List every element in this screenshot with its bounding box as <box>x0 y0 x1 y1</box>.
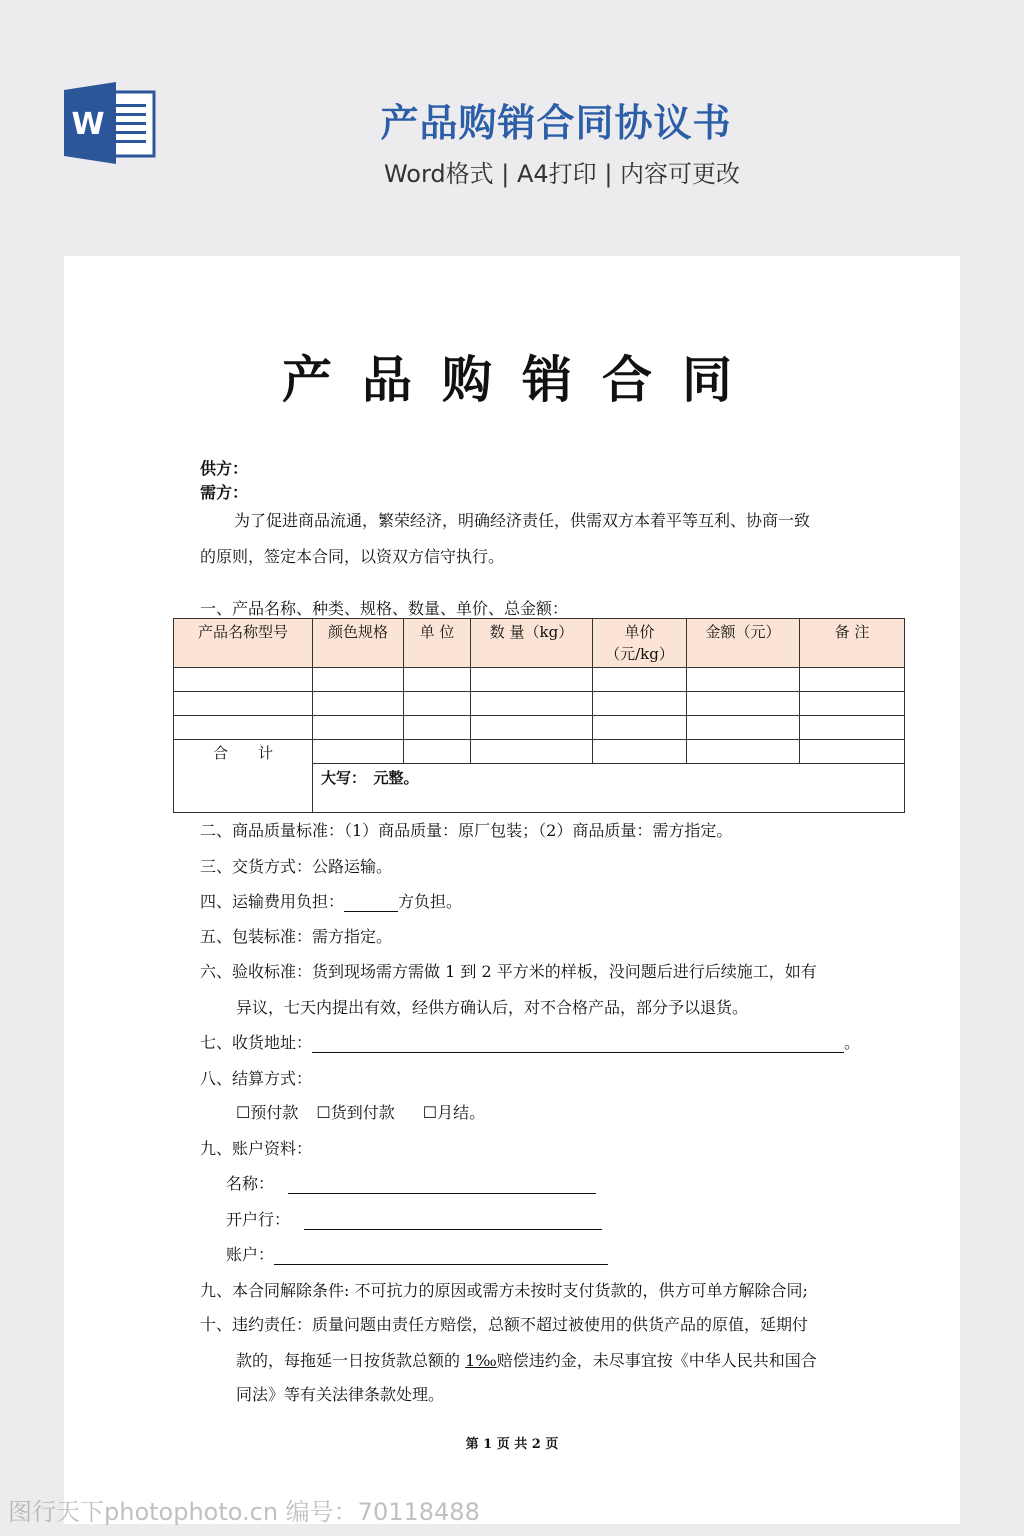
section-10-line-3: 同法》等有关法律条款处理。 <box>236 1385 445 1404</box>
section-4-suffix: 方负担。 <box>398 892 463 911</box>
transport-cost-blank[interactable] <box>344 895 398 912</box>
table-cell[interactable] <box>800 716 905 740</box>
account-name-blank[interactable] <box>288 1177 596 1194</box>
section-7-end: 。 <box>844 1033 861 1052</box>
table-cell[interactable] <box>593 692 687 716</box>
table-cell[interactable] <box>593 740 687 764</box>
section-3: 三、交货方式：公路运输。 <box>200 857 393 876</box>
table-cell[interactable] <box>687 668 800 692</box>
table-cell[interactable] <box>471 668 593 692</box>
document-title: 产品购销合同 <box>282 350 762 409</box>
section-10-line-2-pre: 款的，每拖延一日按货款总额的 <box>236 1351 466 1370</box>
section-4-label: 四、运输费用负担： <box>200 892 345 911</box>
account-name-label: 名称： <box>226 1174 275 1193</box>
table-cell[interactable] <box>800 668 905 692</box>
header-product-name: 产品名称型号 <box>174 619 313 668</box>
section-10-line-1: 十、违约责任：质量问题由责任方赔偿，总额不超过被使用的供货产品的原值，延期付 <box>200 1315 809 1334</box>
account-bank-blank[interactable] <box>304 1213 602 1230</box>
intro-line-2: 的原则，签定本合同，以资双方信守执行。 <box>200 547 505 566</box>
section-5: 五、包装标准：需方指定。 <box>200 927 393 946</box>
table-cell[interactable] <box>404 668 471 692</box>
delivery-address-blank[interactable] <box>312 1036 844 1053</box>
account-bank-label: 开户行： <box>226 1210 291 1229</box>
table-cell[interactable] <box>404 692 471 716</box>
table-cell[interactable] <box>174 716 313 740</box>
table-cell[interactable] <box>800 692 905 716</box>
section-1-heading: 一、产品名称、种类、规格、数量、单价、总金额： <box>200 599 569 618</box>
header-unit-price <box>593 619 687 668</box>
daxie-amount[interactable]: 大写： 元整。 <box>313 764 905 813</box>
header-quantity: 数 量（kg） <box>471 619 593 668</box>
payment-options <box>236 1100 485 1123</box>
table-total-row <box>174 740 905 764</box>
section-6-line-1: 六、验收标准：货到现场需方需做 1 到 2 平方米的样板，没问题后进行后续施工，如有 <box>200 962 817 981</box>
table-cell[interactable] <box>687 716 800 740</box>
account-name-row <box>226 1171 596 1194</box>
table-row <box>174 716 905 740</box>
section-6-line-2: 异议，七天内提出有效，经供方确认后，对不合格产品，部分予以退货。 <box>236 998 749 1017</box>
account-number-row <box>226 1242 608 1265</box>
section-4 <box>200 889 462 912</box>
table-cell[interactable] <box>174 668 313 692</box>
table-cell[interactable] <box>313 668 404 692</box>
buyer-label: 需方： <box>200 483 249 502</box>
header-unit-price-unit: （元/kg） <box>605 645 674 663</box>
section-9b: 九、本合同解除条件: 不可抗力的原因或需方未按时支付货款的，供方可单方解除合同; <box>200 1281 808 1300</box>
payment-monthly-checkbox[interactable]: ☐月结。 <box>422 1103 486 1122</box>
table-cell[interactable] <box>687 692 800 716</box>
banner <box>0 0 1024 256</box>
banner-subtitle: Word格式 | A4打印 | 内容可更改 <box>383 160 741 188</box>
table-cell[interactable] <box>174 692 313 716</box>
section-10-line-2 <box>236 1348 817 1371</box>
header-remarks: 备 注 <box>800 619 905 668</box>
supplier-label: 供方： <box>200 459 249 478</box>
table-cell[interactable] <box>313 740 404 764</box>
table-row <box>174 668 905 692</box>
table-cell[interactable] <box>313 692 404 716</box>
table-cell[interactable] <box>404 716 471 740</box>
table-cell[interactable] <box>687 740 800 764</box>
payment-cod-checkbox[interactable]: ☐货到付款 <box>316 1103 395 1122</box>
header-unit-price-label: 单价 <box>624 623 655 641</box>
table-cell[interactable] <box>471 716 593 740</box>
section-10-line-2-post: 赔偿违约金，未尽事宜按《中华人民共和国合 <box>496 1351 817 1370</box>
total-label: 合 计 <box>174 740 313 813</box>
table-cell[interactable] <box>800 740 905 764</box>
account-number-blank[interactable] <box>274 1248 608 1265</box>
document-page <box>64 256 960 1524</box>
header-color-spec: 颜色规格 <box>313 619 404 668</box>
table-cell[interactable] <box>313 716 404 740</box>
product-table <box>173 618 905 813</box>
table-cell[interactable] <box>593 716 687 740</box>
section-7-label: 七、收货地址： <box>200 1033 313 1052</box>
table-row <box>174 692 905 716</box>
account-bank-row <box>226 1207 602 1230</box>
table-cell[interactable] <box>471 740 593 764</box>
table-cell[interactable] <box>404 740 471 764</box>
penalty-rate: 1‰ <box>465 1351 497 1370</box>
section-7 <box>200 1030 860 1053</box>
section-8: 八、结算方式： <box>200 1069 313 1088</box>
section-9: 九、账户资料： <box>200 1139 313 1158</box>
word-logo-letter: W <box>71 107 105 142</box>
table-cell[interactable] <box>471 692 593 716</box>
payment-prepay-checkbox[interactable]: ☐预付款 <box>236 1103 299 1122</box>
section-2: 二、商品质量标准：（1）商品质量：原厂包装；（2）商品质量：需方指定。 <box>200 821 733 840</box>
header-amount: 金额（元） <box>687 619 800 668</box>
header-unit: 单 位 <box>404 619 471 668</box>
banner-title: 产品购销合同协议书 <box>380 101 732 145</box>
page-number: 第 1 页 共 2 页 <box>465 1437 559 1452</box>
intro-line-1: 为了促进商品流通，繁荣经济，明确经济责任，供需双方本着平等互利、协商一致 <box>234 511 811 530</box>
table-cell[interactable] <box>593 668 687 692</box>
watermark: 图行天下photophoto.cn 编号：70118488 <box>8 1498 480 1526</box>
account-number-label: 账户： <box>226 1245 275 1264</box>
table-header-row <box>174 619 905 668</box>
